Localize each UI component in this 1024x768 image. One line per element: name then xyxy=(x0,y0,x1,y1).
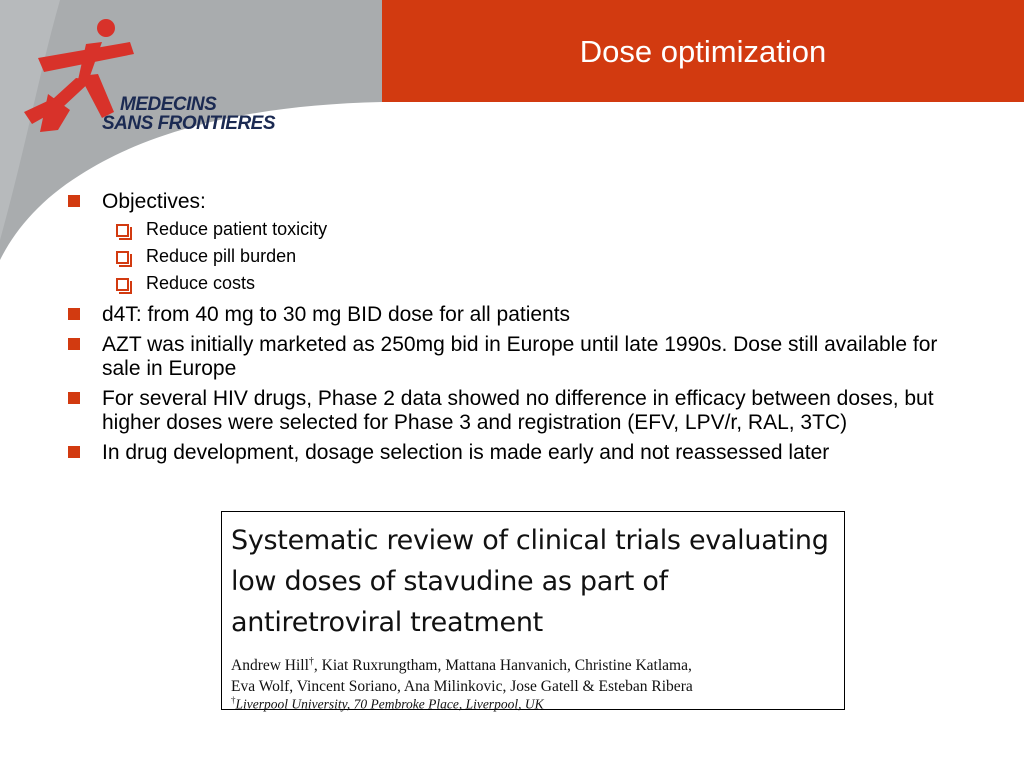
bullet-item xyxy=(66,333,946,381)
bullet-text: Objectives: xyxy=(102,190,206,213)
paper-authors-line2: Eva Wolf, Vincent Soriano, Ana Milinkovic, Jose Gatell & Esteban Ribera xyxy=(231,678,693,696)
bullet-text: In drug development, dosage selection is made early and not reassessed later xyxy=(102,441,830,464)
bullet-item xyxy=(66,387,946,435)
square-bullet-icon xyxy=(68,392,80,404)
paper-affiliation-text: Liverpool University, 70 Pembroke Place, Liverpool, UK xyxy=(235,696,544,712)
square-bullet-icon xyxy=(68,338,80,350)
dagger-mark: † xyxy=(231,695,236,705)
paper-affiliation xyxy=(231,692,843,713)
paper-authors-rest: , Kiat Ruxrungtham, Mattana Hanvanich, Christine Katlama, xyxy=(313,657,692,675)
dagger-mark: † xyxy=(308,656,314,667)
bullet-text: d4T: from 40 mg to 30 mg BID dose for all patients xyxy=(102,303,571,326)
bullet-text: For several HIV drugs, Phase 2 data showed no difference in efficacy between doses, but higher doses were selected for Phase 3 and registration (EFV, LPV/r, RAL, 3TC) xyxy=(102,387,934,434)
paper-authors-first: Andrew Hill xyxy=(231,657,309,675)
sub-bullet-text: Reduce costs xyxy=(146,273,256,293)
bullet-item xyxy=(66,190,946,297)
bullet-text: AZT was initially marketed as 250mg bid in Europe until late 1990s. Dose still available for sale in Europe xyxy=(102,333,938,380)
logo-text-line2: SANS FRONTIERES xyxy=(102,113,276,134)
paper-title: Systematic review of clinical trials evaluating low doses of stavudine as part of antiretroviral treatment xyxy=(231,525,829,638)
slide-title: Dose optimization xyxy=(579,34,827,69)
bullet-item xyxy=(66,303,946,327)
hollow-square-bullet-icon xyxy=(116,278,129,291)
title-bar xyxy=(382,0,1024,102)
sub-bullet-item xyxy=(102,216,946,243)
paper-excerpt xyxy=(221,511,845,710)
sub-bullet-text: Reduce patient toxicity xyxy=(146,219,328,239)
square-bullet-icon xyxy=(68,195,80,207)
logo-text-line1: MEDECINS xyxy=(120,94,217,115)
sub-bullet-item xyxy=(102,243,946,270)
hollow-square-bullet-icon xyxy=(116,251,129,264)
square-bullet-icon xyxy=(68,308,80,320)
paper-authors xyxy=(231,651,843,697)
hollow-square-bullet-icon xyxy=(116,224,129,237)
msf-logo xyxy=(18,14,288,139)
square-bullet-icon xyxy=(68,446,80,458)
bullet-item xyxy=(66,441,946,465)
sub-bullet-text: Reduce pill burden xyxy=(146,246,297,266)
sub-bullet-item xyxy=(102,270,946,297)
bullet-list xyxy=(66,190,946,471)
sub-bullet-list xyxy=(102,216,946,297)
